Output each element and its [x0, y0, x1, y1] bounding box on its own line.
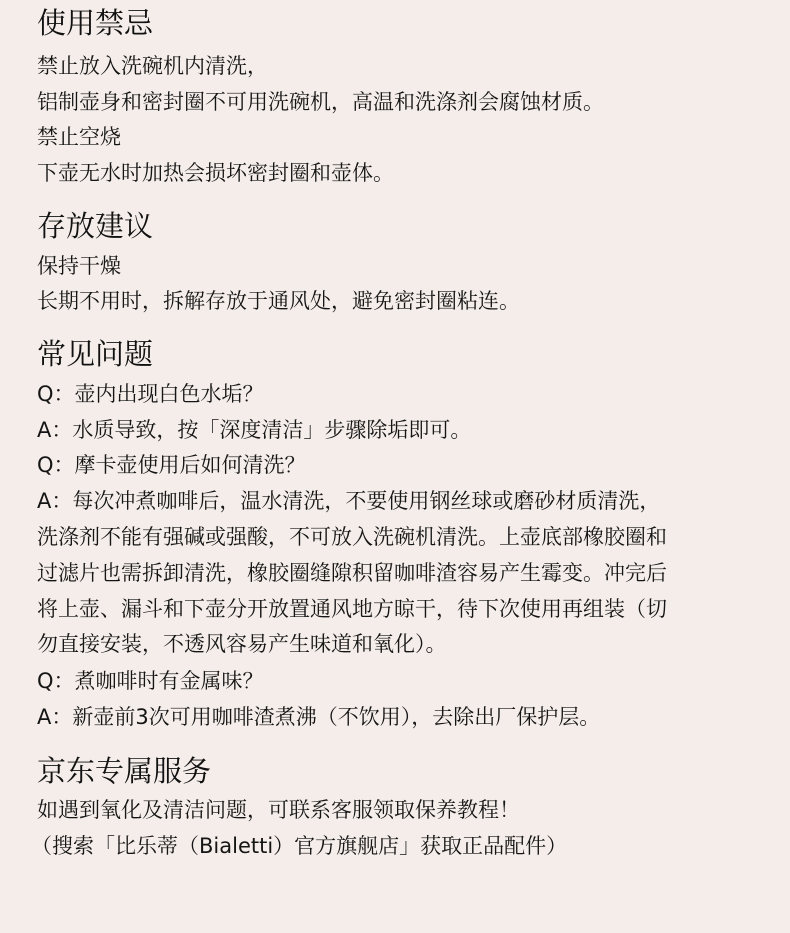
faq-question: Q：摩卡壶使用后如何清洗？ — [37, 453, 306, 477]
text-line: 如遇到氧化及清洁问题，可联系客服领取保养教程！ — [37, 798, 520, 822]
faq-answer-continued: 过滤片也需拆卸清洗，橡胶圈缝隙积留咖啡渣容易产生霉变。冲完后 — [37, 561, 667, 585]
text-line: （搜索「比乐蒂（Bialetti）官方旗舰店」获取正品配件） — [31, 834, 568, 858]
faq-question: Q：壶内出现白色水垢？ — [37, 382, 264, 406]
text-line: 保持干燥 — [37, 254, 121, 278]
faq-answer: A：水质导致，按「深度清洁」步骤除垢即可。 — [37, 418, 472, 442]
section-title-faq: 常见问题 — [37, 337, 154, 371]
text-line: 铝制壶身和密封圈不可用洗碗机，高温和洗涤剂会腐蚀材质。 — [37, 90, 604, 114]
section-title-jd-exclusive-service: 京东专属服务 — [37, 754, 212, 788]
faq-answer-continued: 勿直接安装，不透风容易产生味道和氧化）。 — [37, 632, 447, 656]
text-line: 长期不用时，拆解存放于通风处，避免密封圈粘连。 — [37, 289, 520, 313]
faq-answer-continued: 洗涤剂不能有强碱或强酸，不可放入洗碗机清洗。上壶底部橡胶圈和 — [37, 525, 667, 549]
faq-answer: A：新壶前3次可用咖啡渣煮沸（不饮用），去除出厂保护层。 — [37, 705, 601, 729]
section-title-storage-advice: 存放建议 — [37, 209, 154, 243]
section-title-usage-taboos: 使用禁忌 — [37, 6, 154, 40]
text-line: 禁止空烧 — [37, 125, 121, 149]
faq-question: Q：煮咖啡时有金属味？ — [37, 669, 264, 693]
text-line: 禁止放入洗碗机内清洗， — [37, 54, 268, 78]
faq-answer-continued: 将上壶、漏斗和下壶分开放置通风地方晾干，待下次使用再组装（切 — [37, 597, 667, 621]
faq-answer: A：每次冲煮咖啡后，温水清洗，不要使用钢丝球或磨砂材质清洗， — [37, 489, 661, 513]
text-line: 下壶无水时加热会损坏密封圈和壶体。 — [37, 161, 394, 185]
